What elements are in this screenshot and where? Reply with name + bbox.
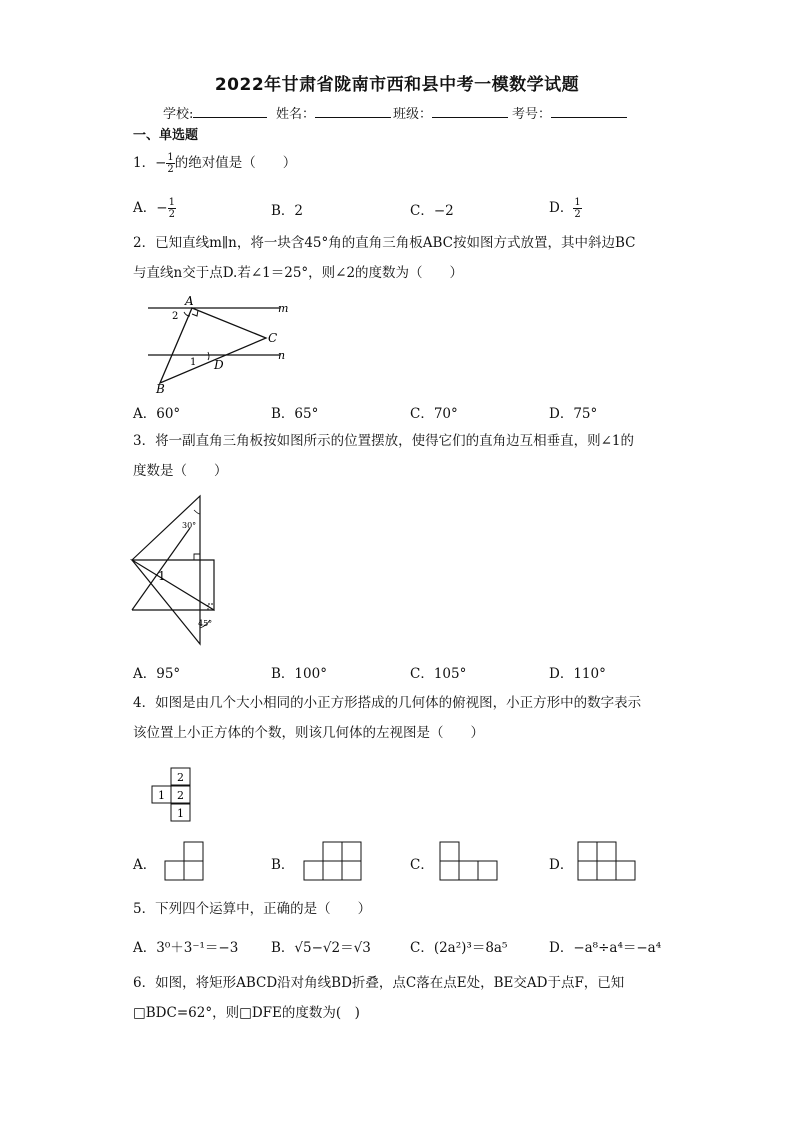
exam-no-label: 考号： xyxy=(512,107,552,122)
q1-option-d[interactable]: D． $\frac{1}{2}$ xyxy=(549,197,581,220)
q3-label-1: 1 xyxy=(158,569,166,583)
q3-stem-line1: 3．将一副直角三角板按如图所示的位置摆放，使得它们的直角边互相垂直，则∠1的 xyxy=(133,433,634,449)
section-heading: 一、单选题 xyxy=(133,128,199,143)
q3-figure xyxy=(128,492,224,648)
q2-label-a: A xyxy=(185,294,194,308)
info-school xyxy=(163,103,267,122)
q4-grid-num: 1 xyxy=(158,789,165,802)
q2-label-m: m xyxy=(278,302,289,315)
q1-option-a[interactable]: A．− $\frac{1}{2}$ xyxy=(133,197,175,220)
q4-option-d-label[interactable]: D． xyxy=(549,857,574,873)
q2-stem-line1: 2．已知直线m∥n，将一块含45°角的直角三角板ABC按如图方式放置，其中斜边BC xyxy=(133,235,636,251)
q1-option-b[interactable]: B．2 xyxy=(271,203,304,219)
q2-option-c[interactable]: C．70° xyxy=(410,406,458,422)
q2-label-2: 2 xyxy=(172,311,179,322)
name-blank[interactable] xyxy=(315,105,391,118)
q1-stem-text: 的绝对值是（ ） xyxy=(174,155,297,171)
q3-option-a[interactable]: A．95° xyxy=(133,666,181,682)
class-blank[interactable] xyxy=(432,105,508,118)
q3-option-b[interactable]: B．100° xyxy=(271,666,327,682)
q5-option-d[interactable]: D．−a⁸÷a⁴＝−a⁴ xyxy=(549,940,662,956)
q2-label-c: C xyxy=(268,331,278,345)
q1-fraction: $\frac{1}{2}$ xyxy=(167,152,174,175)
q4-option-a-figure[interactable] xyxy=(163,840,207,884)
q3-stem-line2: 度数是（ ） xyxy=(133,463,228,479)
q4-option-b-label[interactable]: B． xyxy=(271,857,295,873)
q4-grid-num: 1 xyxy=(177,807,184,820)
q4-stem-line2: 该位置上小正方体的个数，则该几何体的左视图是（ ） xyxy=(133,725,484,741)
q4-option-d-figure[interactable] xyxy=(576,840,640,884)
info-exam-no xyxy=(512,103,627,122)
school-blank[interactable] xyxy=(193,105,267,118)
class-label: 班级： xyxy=(393,107,433,122)
q2-figure xyxy=(140,292,300,394)
q2-option-a[interactable]: A．60° xyxy=(133,406,181,422)
q6-stem-line1: 6．如图，将矩形ABCD沿对角线BD折叠，点C落在点E处，BE交AD于点F，已知 xyxy=(133,975,625,991)
q6-stem-line2: □BDC=62°，则□DFE的度数为( ) xyxy=(133,1005,360,1021)
info-class xyxy=(393,103,508,122)
q1-option-c[interactable]: C．−2 xyxy=(410,203,454,219)
q4-stem-line1: 4．如图是由几个大小相同的小正方形搭成的几何体的俯视图，小正方形中的数字表示 xyxy=(133,695,642,711)
q3-label-30: 30° xyxy=(182,521,197,530)
q1-stem xyxy=(133,152,296,175)
q3-option-d[interactable]: D．110° xyxy=(549,666,606,682)
q2-stem-line2: 与直线n交于点D.若∠1＝25°，则∠2的度数为（ ） xyxy=(133,265,464,281)
q2-label-n: n xyxy=(278,349,286,362)
q1-number: 1． xyxy=(133,155,156,171)
q4-option-b-figure[interactable] xyxy=(302,840,366,884)
exam-no-blank[interactable] xyxy=(551,105,627,118)
q3-label-45: 45° xyxy=(198,619,213,628)
q3-option-c[interactable]: C．105° xyxy=(410,666,467,682)
q4-option-c-figure[interactable] xyxy=(438,840,502,884)
q1-minus: − xyxy=(155,155,167,171)
q2-label-d: D xyxy=(214,358,224,372)
info-name xyxy=(276,103,391,122)
q5-option-b[interactable]: B．√5−√2＝√3 xyxy=(271,940,371,956)
q5-option-a[interactable]: A．3⁰＋3⁻¹＝−3 xyxy=(133,940,239,956)
school-label: 学校: xyxy=(163,107,194,122)
q5-stem: 5．下列四个运算中，正确的是（ ） xyxy=(133,901,372,917)
q4-grid-num: 2 xyxy=(177,771,184,784)
q5-option-c[interactable]: C．(2a²)³＝8a⁵ xyxy=(410,940,508,956)
q2-option-b[interactable]: B．65° xyxy=(271,406,319,422)
q4-top-view-grid xyxy=(148,766,198,824)
q4-option-c-label[interactable]: C． xyxy=(410,857,434,873)
q4-option-a-label[interactable]: A． xyxy=(133,857,157,873)
q2-label-b: B xyxy=(156,382,165,394)
name-label: 姓名： xyxy=(276,107,316,122)
q2-option-d[interactable]: D．75° xyxy=(549,406,598,422)
q4-grid-num: 2 xyxy=(177,789,184,802)
q2-label-1: 1 xyxy=(190,357,197,368)
page-title: 2022年甘肃省陇南市西和县中考一模数学试题 xyxy=(214,75,580,95)
